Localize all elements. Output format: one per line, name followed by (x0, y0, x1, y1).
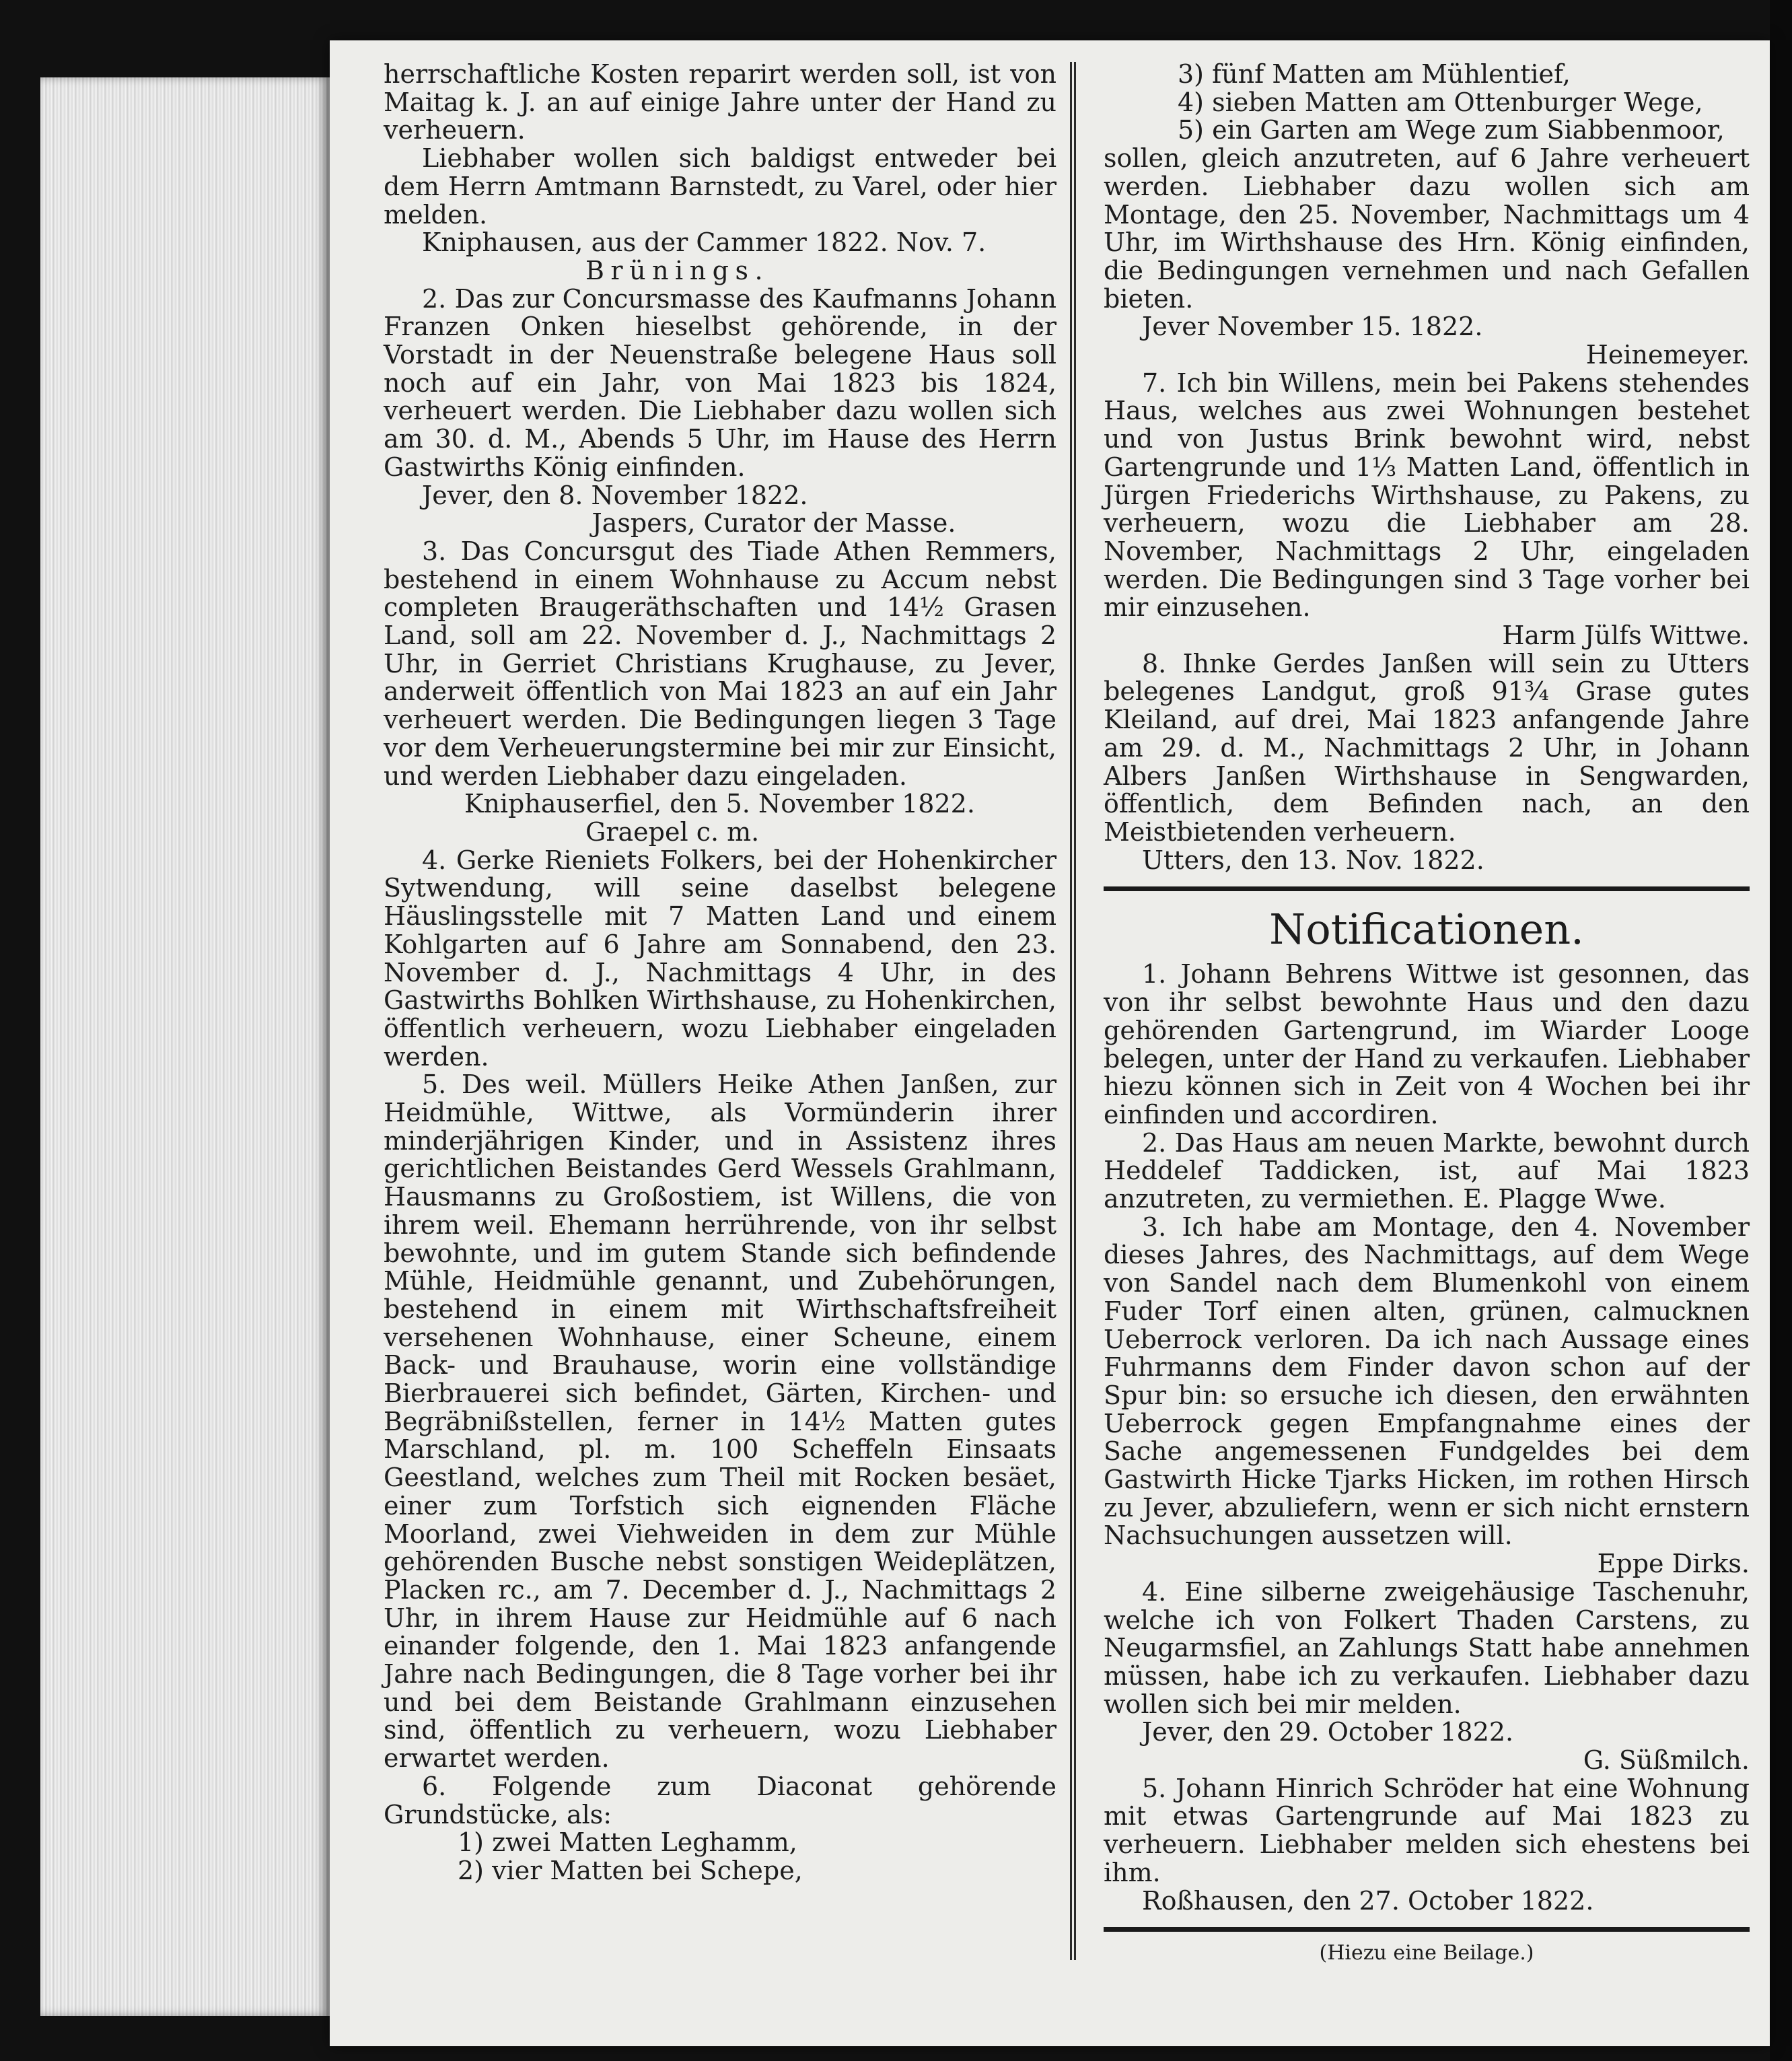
notice-paragraph: 4. Gerke Rieniets Folkers, bei der Hohenkircher Sytwendung, will seine daselbst belegene Häuslingsstelle mit 7 Matten Land und einem Kohlgarten auf 6 Jahre am Sonnabend, den 23. November d. J., Nachmittags 4 Uhr, in des Gastwirths Bohlken Wirthshause, zu Hohenkirchen, öffentlich verheuern, wozu Liebhaber eingeladen werden. (384, 845, 1056, 1072)
list-item: 2) vier Matten bei Schepe, (458, 1856, 803, 1885)
left-column (384, 61, 1056, 1885)
notice-paragraph: 2. Das zur Concursmasse des Kaufmanns Johann Franzen Onken hieselbst gehörende, in der Vorstadt in der Neuenstraße belegene Haus soll noch auf ein Jahr, von Mai 1823 bis 1824, verheuert werden. Die Liebhaber dazu wollen sich am 30. d. M., Abends 5 Uhr, im Hause des Herrn Gastwirths König einfinden. (384, 283, 1056, 482)
signature: Graepel c. m. (585, 816, 760, 847)
list-item: 3) fünf Matten am Mühlentief, (1178, 59, 1571, 89)
notice-paragraph: herrschaftliche Kosten reparirt werden soll, ist von Maitag k. J. an auf einige Jahre unter der Hand zu verheuern. (384, 59, 1056, 145)
notice-paragraph: 2. Das Haus am neuen Markte, bewohnt durch Heddelef Taddicken, ist, auf Mai 1823 anzutreten, zu vermiethen. E. Plagge Wwe. (1104, 1127, 1750, 1214)
place-date-line: Kniphausen, aus der Cammer 1822. Nov. 7. (422, 228, 987, 258)
signature: Jaspers, Curator der Masse. (592, 508, 956, 538)
signature: Heinemeyer. (1585, 340, 1750, 370)
notice-paragraph: 1. Johann Behrens Wittwe ist gesonnen, das von ihr selbst bewohnte Haus und den dazu gehörenden Gartengrund, im Wiarder Looge belegen, unter der Hand zu verkaufen. Liebhaber hiezu können sich in Zeit von 4 Wochen bei ihr einfinden und accordiren. (1104, 959, 1750, 1129)
newspaper-page (330, 40, 1770, 2046)
notice-paragraph: sollen, gleich anzutreten, auf 6 Jahre verheuert werden. Liebhaber dazu wollen sich am Montage, den 25. November, Nachmittags um 4 Uhr, im Wirthshause des Hrn. König einfinden, die Bedingungen vernehmen und nach Gefallen bieten. (1104, 143, 1750, 314)
signature: Eppe Dirks. (1597, 1549, 1750, 1579)
place-date-line: Jever November 15. 1822. (1142, 312, 1483, 342)
notice-paragraph: 8. Ihnke Gerdes Janßen will sein zu Utters belegenes Landgut, groß 91¾ Grase gutes Kleiland, auf drei, Mai 1823 anfangende Jahre am 29. d. M., Nachmittags 2 Uhr, in Johann Albers Janßen Wirthshause in Sengwarden, öffentlich, dem Befinden nach, an den Meistbietenden verheuern. (1104, 648, 1750, 847)
notice-paragraph: 4. Eine silberne zweigehäusige Taschenuhr, welche ich von Folkert Thaden Carstens, zu Neugarmsfiel, an Zahlungs Statt habe annehmen müssen, habe ich zu verkaufen. Liebhaber dazu wollen sich bei mir melden. (1104, 1576, 1750, 1719)
list-item: 5) ein Garten am Wege zum Siabbenmoor, (1178, 115, 1725, 145)
notice-paragraph: 6. Folgende zum Diaconat gehörende Grundstücke, als: (384, 1771, 1056, 1829)
supplement-note: (Hiezu eine Beilage.) (1319, 1941, 1534, 1965)
place-date-line: Roßhausen, den 27. October 1822. (1142, 1885, 1594, 1916)
notice-paragraph: Liebhaber wollen sich baldigst entweder bei dem Herrn Amtmann Barnstedt, zu Varel, oder hier melden. (384, 143, 1056, 230)
place-date-line: Kniphauserfiel, den 5. November 1822. (464, 789, 975, 819)
background-edge (1770, 0, 1792, 2061)
section-rule (1104, 886, 1750, 893)
notice-paragraph: 7. Ich bin Willens, mein bei Pakens stehendes Haus, welches aus zwei Wohnungen bestehet und von Justus Brink bewohnt wird, nebst Gartengrunde und 1⅓ Matten Land, öffentlich in Jürgen Friederichs Wirthshause, zu Pakens, zu verheuern, wozu die Liebhaber am 28. November, Nachmittags 2 Uhr, eingeladen werden. Die Bedingungen sind 3 Tage vorher bei mir einzusehen. (1104, 368, 1750, 623)
place-date-line: Jever, den 8. November 1822. (422, 480, 808, 510)
list-item: 1) zwei Matten Leghamm, (458, 1827, 797, 1858)
notice-paragraph: 5. Des weil. Müllers Heike Athen Janßen, zur Heidmühle, Wittwe, als Vormünderin ihrer minderjährigen Kinder, und in Assistenz ihres gerichtlichen Beistandes Gerd Wessels Grahlmann, Hausmanns zu Großostiem, ist Willens, die von ihrem weil. Ehemann herrührende, von ihr selbst bewohnte, und im gutem Stande sich befindende Mühle, Heidmühle genannt, und Zubehörungen, bestehend in einem mit Wirthschaftsfreiheit versehenen Wohnhause, einer Scheune, einem Back- und Brauhause, worin eine vollständige Bierbrauerei sich befindet, Gärten, Kirchen- und Begräbnißstellen, ferner in 14½ Matten gutes Marschland, pl. m. 100 Scheffeln Einsaats Geestland, welches zum Theil mit Rocken besäet, einer zum Torfstich sich eignenden Fläche Moorland, zwei Viehweiden in dem zur Mühle gehörenden Busche nebst sonstigen Weideplätzen, Placken rc., am 7. December d. J., Nachmittags 2 Uhr, in ihrem Hause zur Heidmühle auf 6 nach einander folgende, den 1. Mai 1823 anfangende Jahre nach Bedingungen, die 8 Tage vorher bei ihr und bei dem Beistande Grahlmann einzusehen sind, öffentlich zu verheuern, wozu Liebhaber erwartet werden. (384, 1070, 1056, 1774)
place-date-line: Jever, den 29. October 1822. (1142, 1717, 1514, 1747)
place-date-line: Utters, den 13. Nov. 1822. (1142, 845, 1484, 875)
column-divider (1070, 62, 1076, 1960)
book-page-edges (40, 77, 330, 2016)
right-column (1104, 61, 1750, 1967)
section-rule (1104, 1927, 1750, 1934)
list-item: 4) sieben Matten am Ottenburger Wege, (1178, 87, 1703, 117)
notice-paragraph: 3. Ich habe am Montage, den 4. November dieses Jahres, des Nachmittags, auf dem Wege von Sandel nach dem Blumenkohl von einem Fuder Torf einen alten, grünen, calmucknen Ueberrock verloren. Da ich nach Aussage eines Fuhrmanns dem Finder davon schon auf der Spur bin: so ersuche ich diesen, den erwähnten Ueberrock gegen Empfangnahme eines der Sache angemessenen Fundgeldes bei dem Gastwirth Hicke Tjarks Hicken, im rothen Hirsch zu Jever, abzuliefern, wenn er sich nicht ernstern Nachsuchungen aussetzen will. (1104, 1212, 1750, 1551)
notice-paragraph: 3. Das Concursgut des Tiade Athen Remmers, bestehend in einem Wohnhause zu Accum nebst completen Braugeräthschaften und 14½ Grasen Land, soll am 22. November d. J., Nachmittags 2 Uhr, in Gerriet Christians Krughause, zu Jever, anderweit öffentlich von Mai 1823 an auf ein Jahr verheuert werden. Die Bedingungen liegen 3 Tage vor dem Verheuerungstermine bei mir zur Einsicht, und werden Liebhaber dazu eingeladen. (384, 536, 1056, 791)
signature: G. Süßmilch. (1583, 1745, 1750, 1776)
signature: Harm Jülfs Wittwe. (1502, 621, 1750, 651)
signature: Brünings. (585, 255, 770, 285)
notice-paragraph: 5. Johann Hinrich Schröder hat eine Wohnung mit etwas Gartengrunde auf Mai 1823 zu verheuern. Liebhaber melden sich ehestens bei ihm. (1104, 1773, 1750, 1887)
section-heading: Notificationen. (1269, 905, 1584, 954)
